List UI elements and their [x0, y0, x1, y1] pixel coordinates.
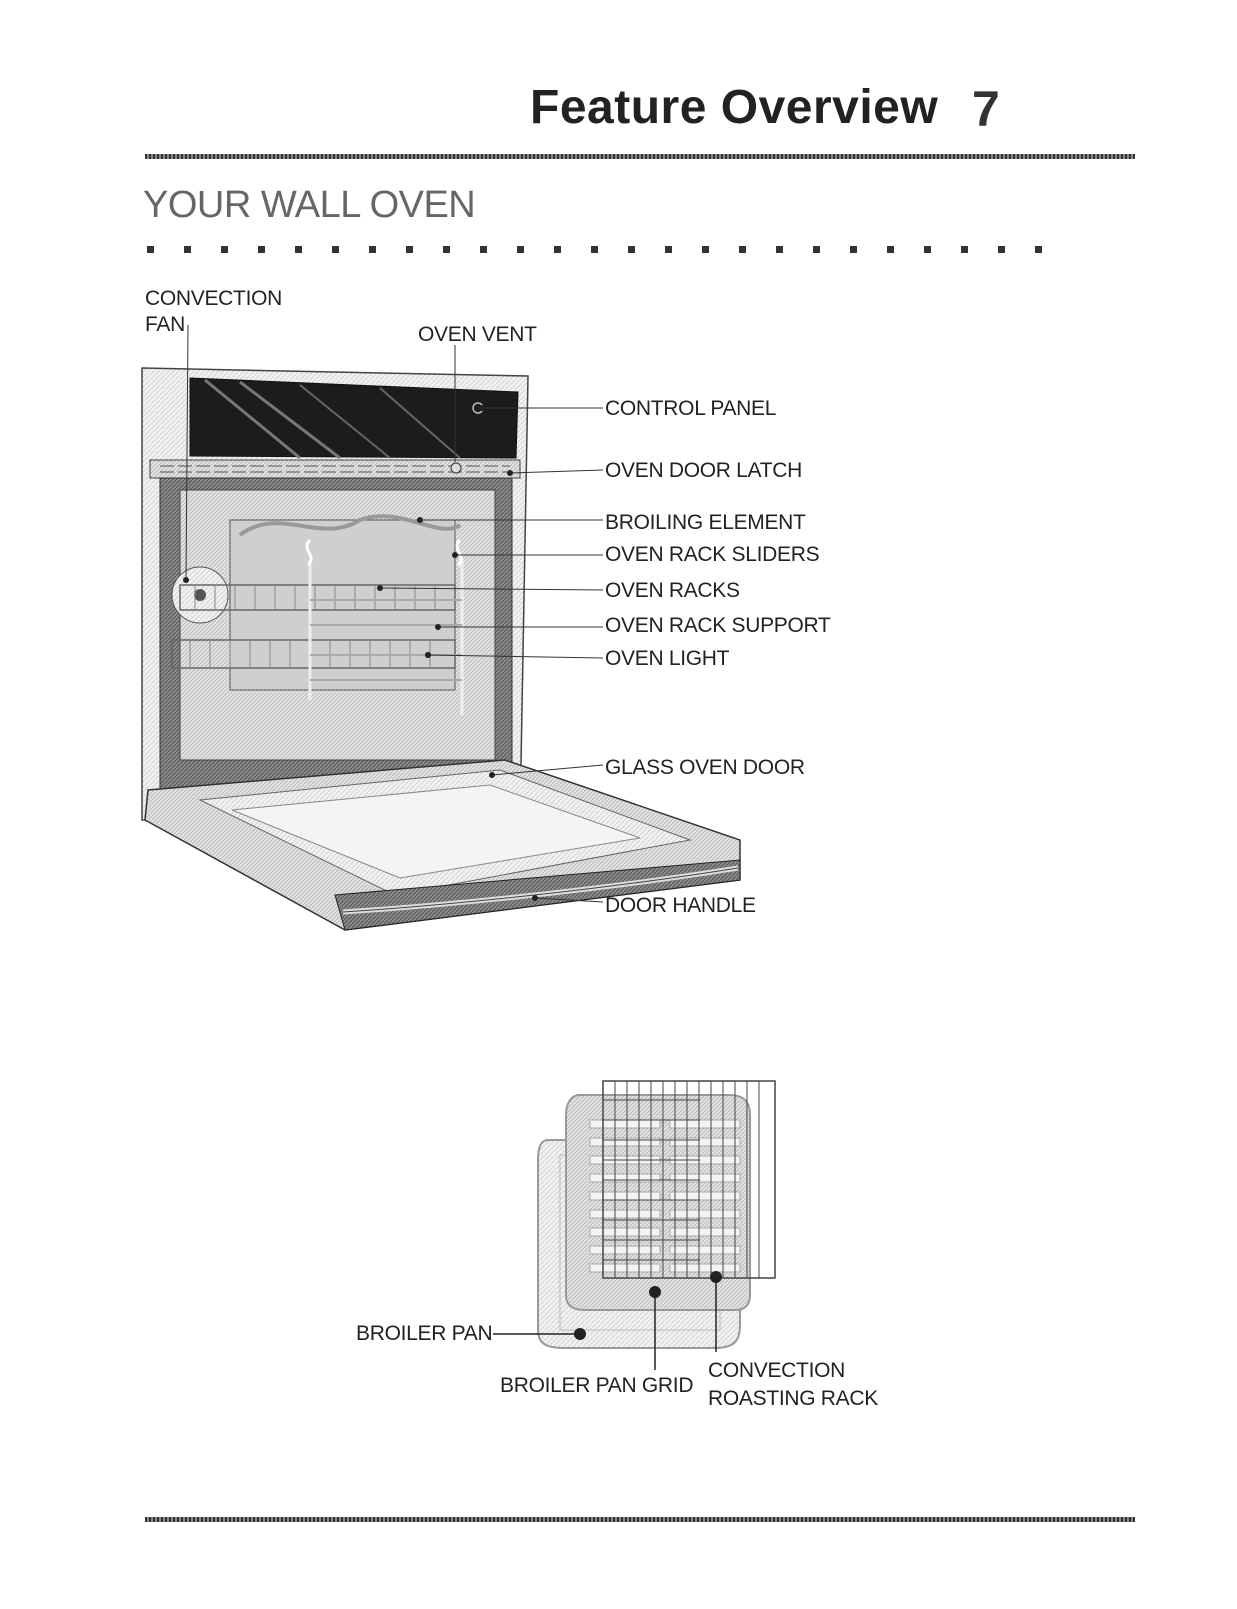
- label-oven-light: OVEN LIGHT: [605, 647, 730, 670]
- label-convection-roasting-rack-line1: CONVECTION: [708, 1359, 846, 1382]
- label-convection-fan-line2: FAN: [145, 313, 185, 336]
- label-oven-rack-sliders: OVEN RACK SLIDERS: [605, 543, 820, 566]
- page-number: 7: [972, 81, 1000, 137]
- section-heading: YOUR WALL OVEN: [143, 184, 476, 226]
- footer-rule: [145, 1517, 1135, 1522]
- label-oven-door-latch: OVEN DOOR LATCH: [605, 459, 802, 482]
- label-oven-rack-support: OVEN RACK SUPPORT: [605, 614, 831, 637]
- label-door-handle: DOOR HANDLE: [605, 894, 756, 917]
- page-title: Feature Overview: [530, 81, 939, 134]
- label-broiling-element: BROILING ELEMENT: [605, 511, 806, 534]
- label-convection-roasting-rack-line2: ROASTING RACK: [708, 1387, 878, 1410]
- label-broiler-pan: BROILER PAN: [356, 1322, 493, 1345]
- label-oven-vent: OVEN VENT: [418, 323, 537, 346]
- label-control-panel: CONTROL PANEL: [605, 397, 777, 420]
- label-broiler-pan-grid: BROILER PAN GRID: [500, 1374, 694, 1397]
- label-convection-fan-line1: CONVECTION: [145, 287, 283, 310]
- label-glass-oven-door: GLASS OVEN DOOR: [605, 756, 805, 779]
- label-oven-racks: OVEN RACKS: [605, 579, 740, 602]
